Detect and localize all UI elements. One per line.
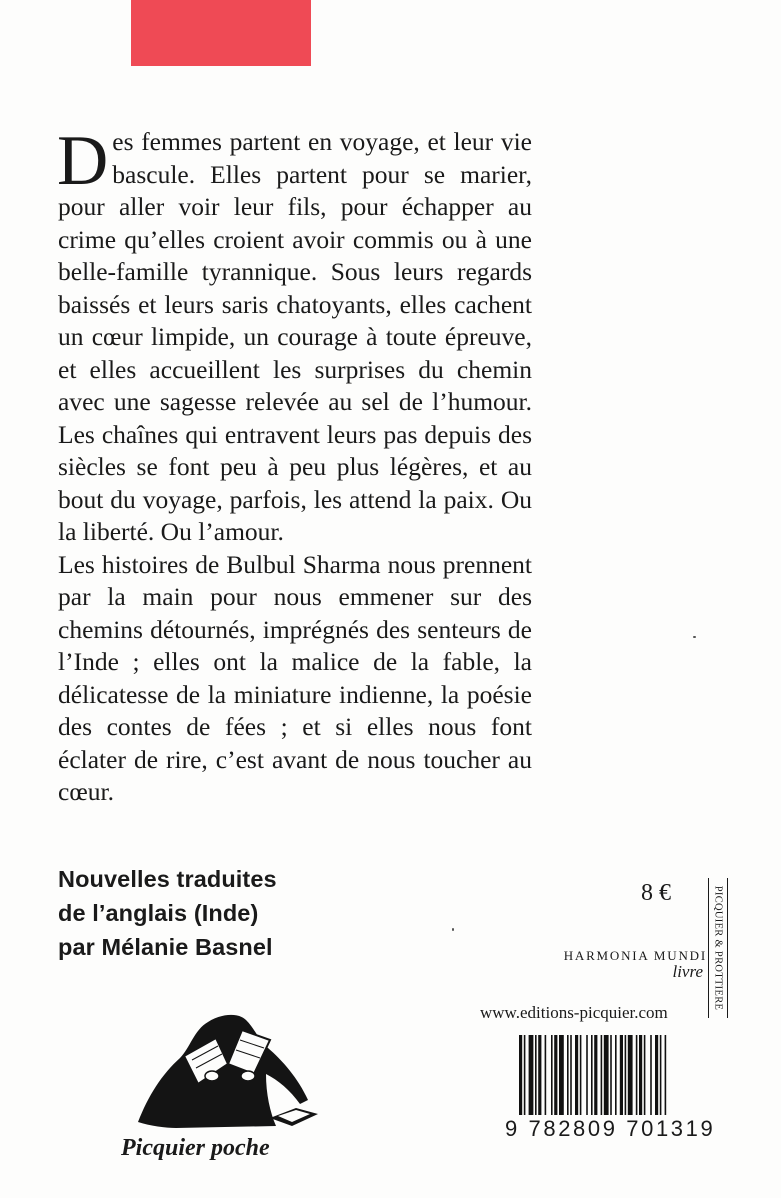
isbn-number: 9 782809 701319: [505, 1116, 716, 1141]
credits-line-3: par Mélanie Basnel: [58, 934, 273, 960]
reading-figure-logo-icon: [120, 1004, 330, 1134]
credits-line-2: de l’anglais (Inde): [58, 900, 259, 926]
collection-name: Picquier poche: [121, 1135, 270, 1161]
publisher-vertical-text: PICQUIER & PROTTIERE: [712, 885, 724, 1011]
translation-credits: [58, 862, 277, 964]
red-color-block: [131, 0, 311, 66]
distributor-mark: [541, 948, 707, 980]
publisher-vertical-mark: [708, 878, 728, 1018]
barcode-icon: [519, 1035, 711, 1115]
distributor-name: HARMONIA MUNDI: [563, 948, 707, 963]
back-cover-blurb: [57, 122, 532, 809]
publisher-website: www.editions-picquier.com: [480, 1003, 668, 1022]
price-label: 8 €: [641, 880, 671, 906]
drop-cap: D: [57, 122, 109, 200]
distributor-sub: livre: [672, 962, 703, 981]
print-speck: [452, 928, 454, 931]
blurb-paragraph-2: Les histoires de Bulbul Sharma nous prennent par la main pour nous emmener sur des chemins détournés, imprégnés des senteurs de l’Inde ; elles ont la malice de la fable, la délicatesse de la miniature indienne, la poésie des contes de fées ; et si elles nous font éclater de rire, c’est avant de nous toucher au cœur.: [58, 549, 532, 806]
blurb-paragraph-1-text: es femmes partent en voyage, et leur vie bascule. Elles partent pour se marier, pour aller voir leur fils, pour échapper au crime qu’elles croient avoir commis ou à une belle-famille tyrannique. Sous leurs regards baissés et leurs saris chatoyants, elles cachent un cœur limpide, un courage à toute épreuve, et elles accueillent les surprises du chemin avec une sagesse relevée au sel de l’humour. Les chaînes qui entravent leurs pas depuis des siècles se font peu à peu plus légères, et au bout du voyage, parfois, les attend la paix. Ou la liberté. Ou l’amour.: [58, 127, 532, 546]
blurb-paragraph-1: [57, 122, 532, 549]
print-speck: [693, 636, 696, 638]
credits-line-1: Nouvelles traduites: [58, 866, 277, 892]
